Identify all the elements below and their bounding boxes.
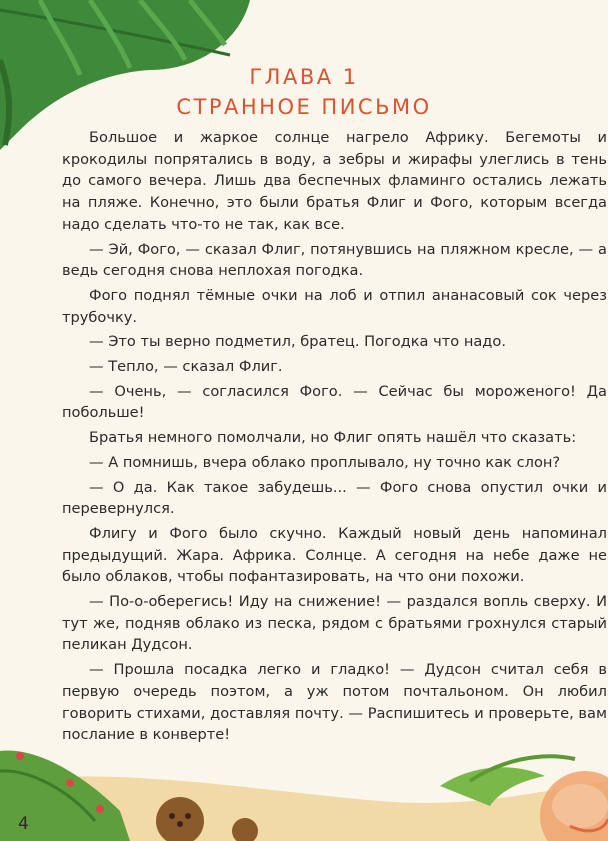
paragraph: — По-о-оберегись! Иду на снижение! — раздался вопль сверху. И тут же, подняв облако из песка, рядом с братьями грохнулся старый пеликан Дудсон.	[62, 593, 607, 654]
page-number: 4	[18, 814, 29, 834]
chapter-label: ГЛАВА 1	[249, 65, 359, 89]
paragraph: — Очень, — согласился Фого. — Сейчас бы мороженого! Да побольше!	[62, 382, 607, 422]
paragraph: — А помнишь, вчера облако проплывало, ну точно как слон?	[89, 453, 561, 471]
paragraph: Большое и жаркое солнце нагрело Африку. Бегемоты и крокодилы попрятались в воду, а зебры и жирафы улеглись в тень до самого вечера. Лишь два беспечных фламинго остались лежать на пляже. Конечно, это были братья Флиг и Фого, которым всегда надо сделать что-то не так, как все.	[62, 129, 607, 233]
beach-illustration	[0, 721, 608, 841]
chapter-title: СТРАННОЕ ПИСЬМО	[176, 95, 432, 119]
paragraph: — Тепло, — сказал Флиг.	[89, 358, 283, 376]
chapter-heading	[0, 62, 608, 122]
paragraph: — Прошла посадка легко и гладко! — Дудсон считал себя в первую очередь поэтом, а уж потом почтальоном. Он любил говорить стихами, доставляя почту. — Распишитесь и проверьте, вам послание в конверте!	[62, 661, 607, 744]
paragraph: — Это ты верно подметил, братец. Погодка что надо.	[89, 333, 506, 351]
paragraph: — Эй, Фого, — сказал Флиг, потянувшись на пляжном кресле, — а ведь сегодня снова неплохая погодка.	[62, 240, 607, 280]
paragraph: Фого поднял тёмные очки на лоб и отпил ананасовый сок через трубочку.	[62, 286, 607, 326]
paragraph: Братья немного помолчали, но Флиг опять нашёл что сказать:	[89, 429, 577, 447]
paragraph: Флигу и Фого было скучно. Каждый новый день напоминал предыдущий. Жара. Африка. Солнце. А сегодня на небе даже не было облаков, чтобы пофантазировать, на что они похожи.	[62, 524, 607, 586]
chapter-body	[62, 127, 607, 749]
paragraph: — О да. Как такое забудешь... — Фого снова опустил очки и перевернулся.	[62, 478, 607, 518]
